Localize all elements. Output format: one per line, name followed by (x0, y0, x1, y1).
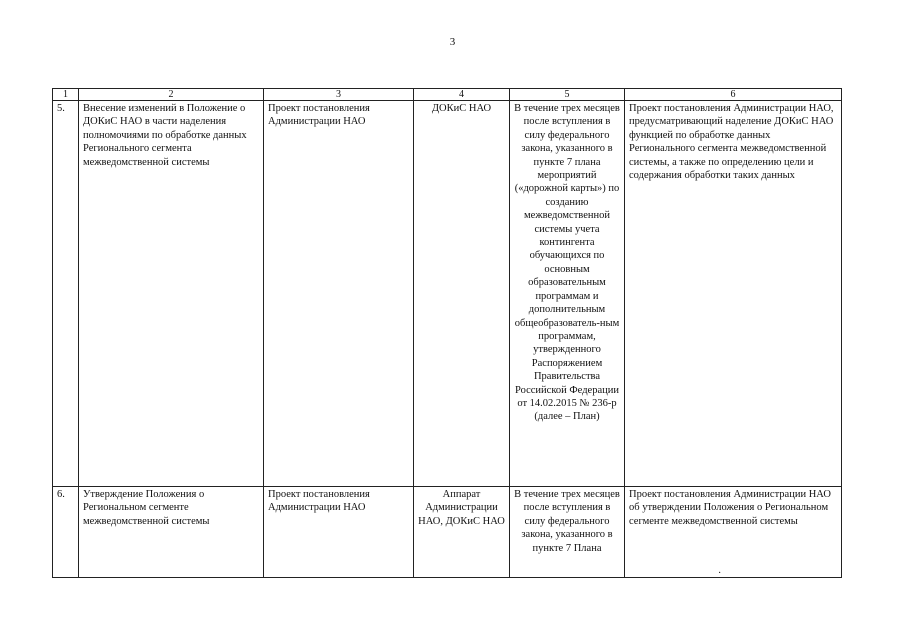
result-cell: Проект постановления Администрации НАО об утверждении Положения о Региональном сегменте межведомственной системы (625, 487, 842, 578)
page-number: 3 (449, 36, 456, 48)
row-number: 5. (53, 101, 79, 487)
term-cell: В течение трех месяцев после вступления в силу федерального закона, указанного в пункте 7 плана мероприятий («дорожной карты») по созданию межведомственной системы учета контингента обучающихся по основным образовательным программам и дополнительным общеобразователь-ным программам, утвержденного Распоряжением Правительства Российской Федерации от 14.02.2015 № 236-р (далее – План) (510, 101, 625, 487)
plan-table (52, 88, 842, 578)
header-cell-1: 1 (53, 89, 79, 101)
table-row (53, 101, 842, 487)
document-cell: Проект постановления Администрации НАО (264, 487, 414, 578)
document-cell: Проект постановления Администрации НАО (264, 101, 414, 487)
header-cell-3: 3 (264, 89, 414, 101)
header-cell-2: 2 (79, 89, 264, 101)
header-cell-5: 5 (510, 89, 625, 101)
header-cell-4: 4 (414, 89, 510, 101)
row-number: 6. (53, 487, 79, 578)
scan-speck: · (718, 568, 722, 579)
measure-cell: Утверждение Положения о Региональном сегменте межведомственной системы (79, 487, 264, 578)
term-cell: В течение трех месяцев после вступления в силу федерального закона, указанного в пункте 7 Плана (510, 487, 625, 578)
measure-cell: Внесение изменений в Положение о ДОКиС НАО в части наделения полномочиями по обработке данных Регионального сегмента межведомственной системы (79, 101, 264, 487)
header-cell-6: 6 (625, 89, 842, 101)
table-header-row (53, 89, 842, 101)
table-row (53, 487, 842, 578)
executor-cell: ДОКиС НАО (414, 101, 510, 487)
executor-cell: Аппарат Администрации НАО, ДОКиС НАО (414, 487, 510, 578)
result-cell: Проект постановления Администрации НАО, предусматривающий наделение ДОКиС НАО функцией по обработке данных Регионального сегмента межведомственной системы, а также по определению цели и содержания обработки таких данных (625, 101, 842, 487)
